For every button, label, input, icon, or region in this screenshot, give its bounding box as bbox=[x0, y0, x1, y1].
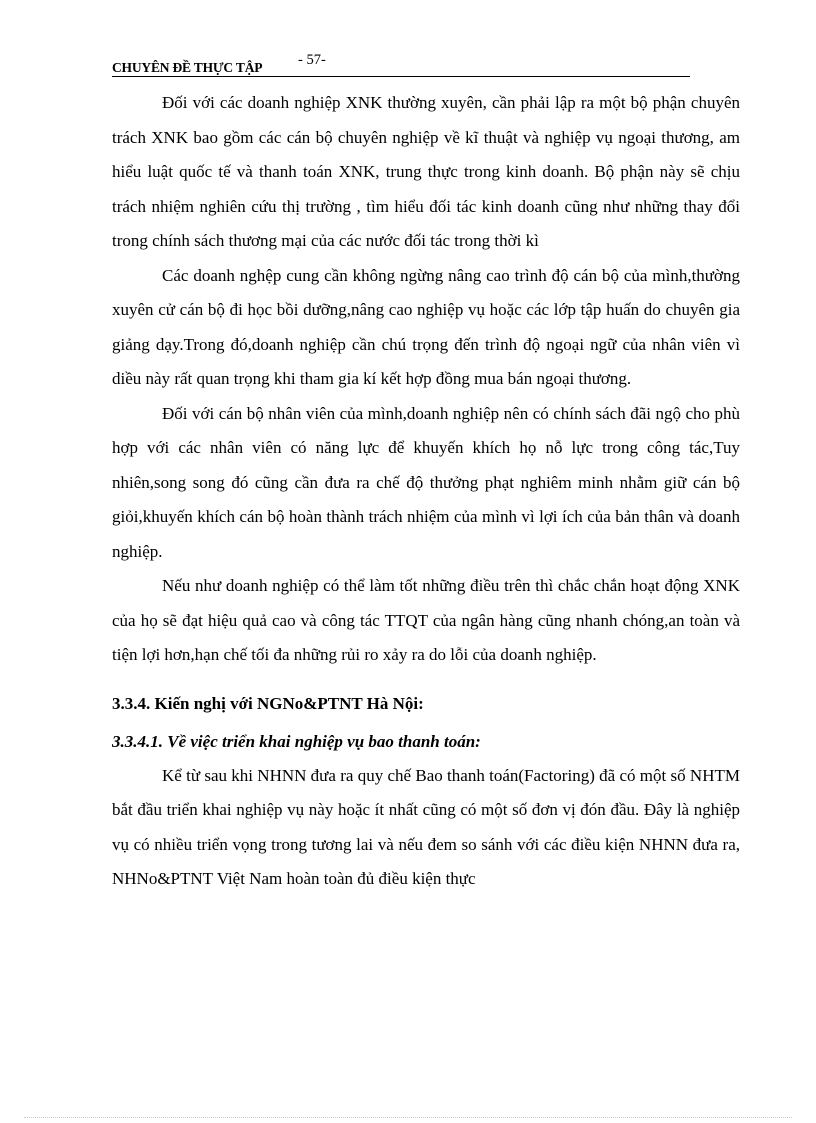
subsection-heading: 3.3.4.1. Về việc triển khai nghiệp vụ bao thanh toán: bbox=[112, 731, 481, 751]
document-body bbox=[112, 86, 740, 897]
document-title: CHUYÊN ĐỀ THỰC TẬP bbox=[112, 60, 263, 75]
section-heading: 3.3.4. Kiến nghị với NGNo&PTNT Hà Nội: bbox=[112, 693, 424, 713]
page-number: - 57- bbox=[298, 52, 326, 68]
paragraph-3: Đối với cán bộ nhân viên của mình,doanh nghiệp nên có chính sách đãi ngộ cho phù hợp với các nhân viên có năng lực để khuyến khích họ nỗ lực trong công tác,Tuy nhiên,song song đó cũng cần đưa ra chế độ thưởng phạt nghiêm minh nhằm giữ cán bộ giỏi,khuyến khích cán bộ hoàn thành trách nhiệm của mình vì lợi ích của bản thân và doanh nghiệp. bbox=[112, 403, 740, 561]
paragraph-4: Nếu như doanh nghiệp có thể làm tốt những điều trên thì chắc chắn hoạt động XNK của họ sẽ đạt hiệu quả cao và công tác TTQT của ngân hàng cũng nhanh chóng,an toàn và tiện lợi hơn,hạn chế tối đa những rủi ro xảy ra do lỗi của doanh nghiệp. bbox=[112, 576, 740, 664]
paragraph-1: Đối với các doanh nghiệp XNK thường xuyên, cần phải lập ra một bộ phận chuyên trách XNK bao gồm các cán bộ chuyên nghiệp về kĩ thuật và nghiệp vụ ngoại thương, am hiểu luật quốc tế và thanh toán XNK, trung thực trong kinh doanh. Bộ phận này sẽ chịu trách nhiệm nghiên cứu thị trường , tìm hiểu đối tác kinh doanh cũng như những thay đổi trong chính sách thương mại của các nước đối tác trong thời kì bbox=[112, 93, 740, 250]
paragraph-5: Kể từ sau khi NHNN đưa ra quy chế Bao thanh toán(Factoring) đã có một số NHTM bắt đầu triển khai nghiệp vụ này hoặc ít nhất cũng có một số đơn vị đón đầu. Đây là nghiệp vụ có nhiều triển vọng trong tương lai và nếu đem so sánh với các điều kiện NHNN đưa ra, NHNo&PTNT Việt Nam hoàn toàn đủ điều kiện thực bbox=[112, 765, 740, 888]
page-bottom-border bbox=[24, 1117, 792, 1118]
paragraph-2: Các doanh nghệp cung cần không ngừng nâng cao trình độ cán bộ của mình,thường xuyên cử cán bộ đi học bồi dưỡng,nâng cao nghiệp vụ hoặc các lớp tập huấn do chuyên gia giảng dạy.Trong đó,doanh nghiệp cần chú trọng đến trình độ ngoại ngữ của nhân viên vì diều này rất quan trọng khi tham gia kí kết hợp đồng mua bán ngoại thương. bbox=[112, 265, 740, 388]
page-header bbox=[112, 52, 690, 77]
